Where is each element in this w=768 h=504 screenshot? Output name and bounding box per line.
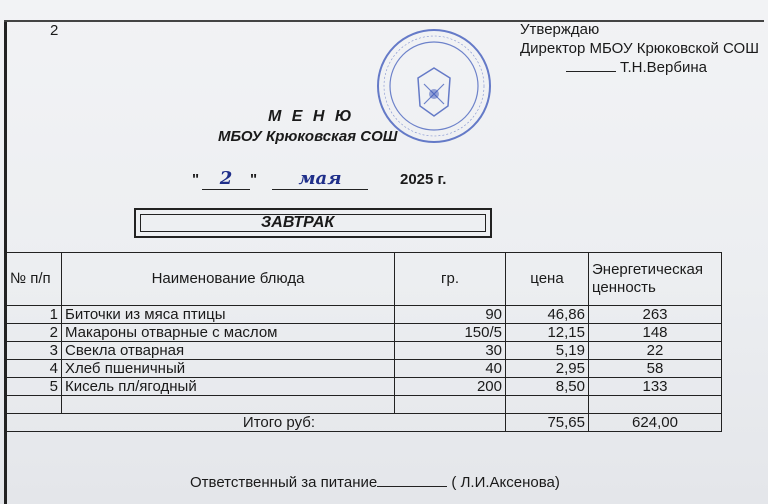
cell-price: 12,15 bbox=[506, 324, 589, 342]
cell-price: 2,95 bbox=[506, 360, 589, 378]
meal-heading: ЗАВТРАК bbox=[140, 214, 486, 232]
cell-name: Хлеб пшеничный bbox=[62, 360, 395, 378]
cell-name: Биточки из мяса птицы bbox=[62, 306, 395, 324]
responsible-line bbox=[190, 474, 560, 491]
cell-price: 8,50 bbox=[506, 378, 589, 396]
table-row bbox=[7, 360, 722, 378]
cell-energy: 263 bbox=[589, 306, 722, 324]
cell-energy: 22 bbox=[589, 342, 722, 360]
table-row bbox=[7, 324, 722, 342]
table-header-row bbox=[7, 253, 722, 306]
cell-empty bbox=[506, 396, 589, 414]
cell-grams: 30 bbox=[395, 342, 506, 360]
table-row-empty bbox=[7, 396, 722, 414]
cell-num: 3 bbox=[7, 342, 62, 360]
table-row bbox=[7, 306, 722, 324]
approval-heading: Утверждаю bbox=[520, 21, 600, 38]
menu-title: М Е Н Ю bbox=[268, 108, 355, 125]
cell-name: Макароны отварные с маслом bbox=[62, 324, 395, 342]
approval-position: Директор МБОУ Крюковской СОШ bbox=[520, 40, 759, 57]
total-price: 75,65 bbox=[506, 414, 589, 432]
cell-empty bbox=[395, 396, 506, 414]
cell-price: 46,86 bbox=[506, 306, 589, 324]
cell-num: 2 bbox=[7, 324, 62, 342]
header-name: Наименование блюда bbox=[62, 253, 395, 306]
date-year: 2025 г. bbox=[400, 171, 447, 188]
signature-underline bbox=[566, 71, 616, 72]
total-energy: 624,00 bbox=[589, 414, 722, 432]
responsible-name: ( Л.И.Аксенова) bbox=[451, 474, 560, 491]
cell-num: 5 bbox=[7, 378, 62, 396]
header-grams: гр. bbox=[395, 253, 506, 306]
date-month: мая bbox=[272, 168, 368, 190]
responsible-label: Ответственный за питание bbox=[190, 474, 378, 491]
date-quote-close: " bbox=[250, 171, 258, 188]
cell-name: Свекла отварная bbox=[62, 342, 395, 360]
approval-signature-line bbox=[520, 58, 759, 77]
school-name: МБОУ Крюковская СОШ bbox=[218, 128, 398, 145]
cell-grams: 90 bbox=[395, 306, 506, 324]
cell-grams: 40 bbox=[395, 360, 506, 378]
approval-block bbox=[520, 20, 759, 77]
date-day: 2 bbox=[202, 168, 250, 190]
date-quote-open: " bbox=[192, 171, 200, 188]
page-number: 2 bbox=[50, 22, 59, 39]
header-price: цена bbox=[506, 253, 589, 306]
header-num: № п/п bbox=[7, 253, 62, 306]
cell-energy: 58 bbox=[589, 360, 722, 378]
cell-num: 4 bbox=[7, 360, 62, 378]
table-total-row bbox=[7, 414, 722, 432]
cell-price: 5,19 bbox=[506, 342, 589, 360]
meal-heading-box bbox=[134, 208, 492, 238]
cell-grams: 200 bbox=[395, 378, 506, 396]
cell-energy: 133 bbox=[589, 378, 722, 396]
director-name: Т.Н.Вербина bbox=[620, 59, 707, 76]
cell-energy: 148 bbox=[589, 324, 722, 342]
responsible-signature-blank bbox=[377, 486, 447, 487]
cell-empty bbox=[589, 396, 722, 414]
cell-name: Кисель пл/ягодный bbox=[62, 378, 395, 396]
cell-num: 1 bbox=[7, 306, 62, 324]
menu-date bbox=[192, 168, 446, 190]
cell-empty bbox=[7, 396, 62, 414]
table-row bbox=[7, 378, 722, 396]
cell-empty bbox=[62, 396, 395, 414]
cell-grams: 150/5 bbox=[395, 324, 506, 342]
header-energy: Энергетическая ценность bbox=[589, 253, 722, 306]
table-row bbox=[7, 342, 722, 360]
menu-table bbox=[6, 252, 722, 432]
total-label: Итого руб: bbox=[7, 414, 506, 432]
